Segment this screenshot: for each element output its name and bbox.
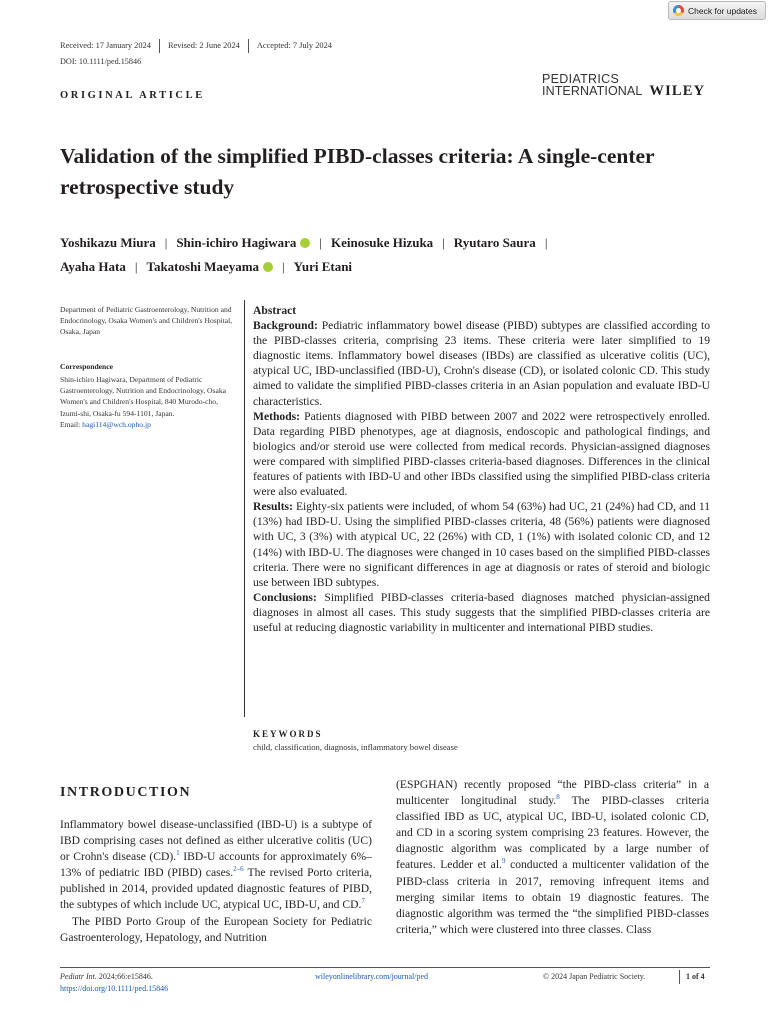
journal-name-line2: INTERNATIONAL bbox=[542, 84, 643, 98]
journal-website-link[interactable]: wileyonlinelibrary.com/journal/ped bbox=[315, 972, 429, 981]
abstract-conclusions: Conclusions: Simplified PIBD-classes criteria-based diagnoses matched physician-assigned diagnoses in almost all cases. This study suggests that the simplified PIBD-classes criteria are useful at reducing diagnostic variability in multicenter and international PIBD studies. bbox=[253, 590, 710, 634]
article-title: Validation of the simplified PIBD-classes criteria: A single-center retrospective study bbox=[60, 144, 655, 199]
abstract-heading: Abstract bbox=[253, 304, 297, 317]
email-label: Email: bbox=[60, 419, 81, 429]
check-for-updates-label: Check for updates bbox=[688, 5, 757, 16]
accepted-date: Accepted: 7 July 2024 bbox=[256, 41, 332, 50]
crossmark-icon bbox=[673, 5, 684, 16]
reference-link[interactable]: 2–6 bbox=[233, 865, 244, 874]
affiliation: Department of Pediatric Gastroenterology, Nutrition and Endocrinology, Osaka Women's and Children's Hospital, Osaka, Japan bbox=[60, 305, 233, 337]
author-name: Yuri Etani bbox=[293, 259, 353, 274]
abstract-results: Results: Eighty-six patients were included, of whom 54 (63%) had UC, 21 (24%) had CD, and 11 (13%) had IBD-U. Using the simplified PIBD-classes criteria, 48 (56%) patients were diagnosed with UC, 3 (3%) with atypical UC, 22 (26%) with CD, 1 (1%) with isolated colonic CD, and 12 (14%) with IBD-U. The diagnoses were changed in 10 cases based on the simplified PIBD-classes criteria. There were no significant differences in age at diagnosis or rates of steroid and biologic use between IBD subtypes. bbox=[253, 500, 710, 589]
journal-logo bbox=[542, 73, 712, 98]
author-name: Ryutaro Saura bbox=[453, 235, 536, 250]
publisher-logo: WILEY bbox=[649, 83, 706, 99]
intro-paragraph-1: Inflammatory bowel disease-unclassified (IBD-U) is a subtype of IBD comprising cases not defined as either ulcerative colitis (UC) or Crohn's disease (CD).$^1$ IBD-U accounts for approximately 6%–13% of pediatric IBD (PIBD) cases.$^{2-6}$ The revised Porto criteria, published in 2014, provided updated diagnostic features of PIBD, the subtypes of which include UC, atypical UC, IBD-U, and CD.$^7$ bbox=[60, 818, 373, 912]
footer-divider bbox=[60, 967, 710, 968]
introduction-heading: INTRODUCTION bbox=[60, 785, 192, 800]
keywords-list: child, classification, diagnosis, inflammatory bowel disease bbox=[253, 742, 458, 752]
reference-link[interactable]: 1 bbox=[176, 849, 180, 858]
check-for-updates-button[interactable] bbox=[668, 1, 766, 20]
email-link[interactable]: hagi114@wch.opho.jp bbox=[82, 419, 151, 429]
author-list: Yoshikazu Miura | Shin-ichiro HagiwaraiD | Keinosuke Hizuka | Ryutaro Saura | Ayaha Hata | Takatoshi MaeyamaiD | Yuri Etani bbox=[60, 231, 700, 279]
doi-header: DOI: 10.1111/ped.15846 bbox=[60, 57, 142, 66]
intro-paragraph-2: The PIBD Porto Group of the European Society for Pediatric Gastroenterology, Hepatology, and Nutrition bbox=[60, 914, 372, 944]
correspondence-text bbox=[60, 374, 240, 430]
author-name: Keinosuke Hizuka bbox=[330, 235, 434, 250]
doi-link[interactable]: https://doi.org/10.1111/ped.15846 bbox=[60, 984, 169, 993]
article-history bbox=[60, 39, 340, 53]
keywords-heading: KEYWORDS bbox=[253, 729, 323, 739]
revised-date: Revised: 2 June 2024 bbox=[160, 39, 249, 53]
reference-link[interactable]: 7 bbox=[361, 897, 365, 906]
orcid-icon[interactable] bbox=[300, 238, 310, 248]
correspondence-address: Shin-ichiro Hagiwara, Department of Pediatric Gastroenterology, Nutrition and Endocrinology, Osaka Women's and Children's Hospital, 840 Murodo-cho, Izumi-shi, Osaka-fu 594-1101, Japan. bbox=[60, 375, 227, 418]
journal-citation: Pediatr Int. 2024;66:e15846. bbox=[60, 972, 153, 981]
correspondence-heading: Correspondence bbox=[60, 362, 114, 371]
abstract bbox=[253, 303, 710, 635]
journal-name-line1: PEDIATRICS bbox=[542, 72, 620, 86]
author-name: Yoshikazu Miura bbox=[60, 235, 156, 250]
page-number: 1 of 4 bbox=[679, 970, 705, 984]
received-date: Received: 17 January 2024 bbox=[60, 39, 160, 53]
author-name: Ayaha Hata bbox=[60, 259, 126, 274]
article-type: ORIGINAL ARTICLE bbox=[60, 90, 205, 101]
abstract-background: Background: Pediatric inflammatory bowel disease (PIBD) subtypes are classified according to the PIBD-classes criteria, comprising 23 items. These criteria were later simplified to 19 diagnostic items. Inflammatory bowel diseases (IBDs) are classified as ulcerative colitis (UC), atypical UC, IBD-unclassified (IBD-U), Crohn's disease (CD), or isolated colonic CD. This study aimed to validate the simplified PIBD-classes criteria in an Asian population and evaluate IBD-U characteristics. bbox=[253, 319, 710, 408]
intro-paragraph-2-continued: (ESPGHAN) recently proposed “the PIBD-class criteria” in a multicenter longitudinal study.$^8$ The PIBD-classes criteria classified IBD as UC, atypical UC, IBD-U, isolated colonic CD, and CD in a scoring system comprising 23 features. However, the diagnostic algorithm was complicated by a large number of features. Ledder et al.$^9$ conducted a multicenter validation of the PIBD-class criteria in 2017, removing infrequent items and merging similar items to obtain 19 diagnostic features. The diagnostic algorithm was termed the “the simplified PIBD-classes criteria,” which were clustered into three classes. Class bbox=[396, 778, 709, 936]
body-column-right bbox=[396, 777, 709, 938]
abstract-methods: Methods: Patients diagnosed with PIBD between 2007 and 2022 were retrospectively enrolled. Data regarding PIBD phenotypes, age at diagnosis, endoscopic and pathological findings, and biologics and/or steroid use were collected from medical records. Physician-assigned diagnoses were compared with simplified PIBD-classes criteria-based diagnoses. Differences in the clinical features of patients with IBD-U and other IBDs classified using the simplified PIBD-class criteria were also evaluated. bbox=[253, 409, 710, 499]
copyright: © 2024 Japan Pediatric Society. bbox=[543, 972, 646, 981]
reference-link[interactable]: 8 bbox=[556, 793, 560, 802]
orcid-icon[interactable] bbox=[263, 262, 273, 272]
author-name[interactable]: Takatoshi Maeyama bbox=[146, 259, 260, 274]
abstract-divider bbox=[244, 300, 245, 717]
reference-link[interactable]: 9 bbox=[501, 857, 506, 866]
author-name[interactable]: Shin-ichiro Hagiwara bbox=[176, 235, 297, 250]
body-column-left bbox=[60, 817, 372, 946]
